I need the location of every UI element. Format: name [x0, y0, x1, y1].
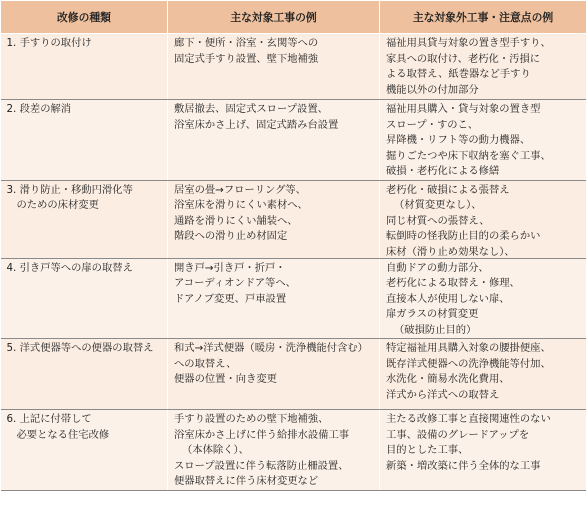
- target-work-cell: [168, 34, 380, 100]
- excluded-work-cell: [380, 34, 586, 100]
- cell-line: 自動ドアの動力部分、: [386, 261, 489, 274]
- cell-line: ドアノブ変更、戸車設置: [174, 292, 287, 305]
- cell-line: スロープ設置に伴う転落防止柵設置、: [174, 459, 349, 472]
- cell-line: 通路を滑りにくい舗装へ、: [174, 214, 298, 227]
- cell-line: 機能以外の付加部分: [386, 83, 479, 96]
- overflow-clip: [386, 183, 583, 258]
- cell-line: 老朽化・破損による張替え: [386, 183, 510, 196]
- cell-line: 固定式手すり設置、壁下地補強: [174, 52, 319, 65]
- header-excluded-work: 主な対象外工事・注意点の例: [380, 1, 586, 34]
- cell-line: （破損防止目的）: [394, 323, 477, 336]
- cell-line: のための床材変更: [16, 199, 99, 211]
- cell-line: 浴室床を滑りにくい素材へ、: [174, 199, 308, 211]
- cell-line: 同じ材質への張替え、: [386, 214, 490, 227]
- cell-line: 便器取替えに伴う床材変更など: [174, 475, 319, 487]
- target-work-cell: [168, 339, 380, 410]
- excluded-work-cell: [380, 339, 586, 410]
- table-row: [1, 339, 586, 410]
- cell-line: 昇降機・リフト等の動力機器、: [386, 134, 531, 146]
- target-work-cell: [168, 180, 380, 258]
- cell-line: 破損・老朽化による修繕: [386, 165, 500, 177]
- cell-line: 2. 段差の解消: [6, 103, 72, 115]
- cell-line: 便器の位置・向き変更: [174, 373, 277, 385]
- cell-line: 既存洋式便器への洗浄機能等付加、: [386, 357, 551, 370]
- renovation-type-cell: [1, 339, 168, 410]
- cell-line: 1. 手すりの取付け: [6, 37, 92, 49]
- cell-line: 老朽化による取替え・修理、: [386, 277, 520, 289]
- cell-line: 3. 滑り防止・移動円滑化等: [6, 183, 133, 196]
- cell-line: 居室の畳→フローリング等、: [174, 183, 306, 196]
- cell-line: 転倒時の怪我防止目的の柔らかい: [386, 230, 541, 242]
- renovation-type-cell: [1, 34, 168, 100]
- cell-line: 6. 上記に付帯して: [6, 413, 92, 425]
- cell-line: スロープ・すのこ、: [386, 118, 479, 131]
- cell-line: 水洗化・簡易水洗化費用、: [386, 373, 510, 385]
- target-work-cell: [168, 410, 380, 491]
- cell-line: アコーディオンドア等へ、: [174, 277, 296, 289]
- cell-line: 必要となる住宅改修: [16, 428, 110, 441]
- excluded-work-cell: [380, 410, 586, 491]
- cell-line: 目的とした工事、: [386, 444, 469, 456]
- cell-line: への取替え、: [174, 357, 237, 370]
- cell-line: 階段への滑り止め材固定: [174, 230, 288, 242]
- cell-line: 4. 引き戸等への扉の取替え: [6, 261, 133, 274]
- cell-line: 直接本人が使用しない扉、: [386, 292, 510, 305]
- renovation-type-cell: [1, 258, 168, 339]
- cell-line: 工事、設備のグレードアップを: [386, 428, 530, 441]
- cell-line: 主たる改修工事と直接関連性のない: [386, 413, 551, 425]
- cell-line: 福祉用具貸与対象の置き型手すり、: [386, 37, 551, 49]
- header-row: [1, 1, 586, 34]
- renovation-type-cell: [1, 100, 168, 181]
- excluded-work-cell: [380, 258, 586, 339]
- table-row: [1, 34, 586, 100]
- cell-line: 5. 洋式便器等への便器の取替え: [6, 342, 154, 354]
- renovation-type-cell: [1, 410, 168, 491]
- cell-line: 敷居撤去、固定式スロープ設置、: [174, 103, 328, 115]
- cell-line: 洋式から洋式への取替え: [386, 388, 500, 401]
- cell-line: 床材（滑り止め効果なし）、: [386, 245, 515, 258]
- cell-line: 家具への取付け、老朽化・汚損に: [386, 52, 541, 65]
- target-work-cell: [168, 258, 380, 339]
- cell-line: 特定福祉用具購入対象の腰掛便座、: [386, 342, 551, 354]
- cell-line: 和式→洋式便器（暖房・洗浄機能付含む）: [174, 342, 368, 354]
- excluded-work-cell: [380, 100, 586, 181]
- cell-line: 掘りごたつや床下収納を塞ぐ工事、: [386, 149, 551, 162]
- excluded-work-cell: [380, 180, 586, 258]
- cell-line: 廊下・便所・浴室・玄関等への: [174, 37, 319, 49]
- header-target-work: 主な対象工事の例: [168, 1, 380, 34]
- cell-line: （本体除く）、: [182, 444, 249, 456]
- table-row: [1, 100, 586, 181]
- renovation-type-cell: [1, 180, 168, 258]
- target-work-cell: [168, 100, 380, 181]
- cell-line: （材質変更なし）、: [394, 199, 482, 211]
- cell-line: 手すり設置のための壁下地補強、: [174, 413, 329, 425]
- cell-line: 浴室床かさ上げ、固定式踏み台設置: [174, 118, 339, 131]
- cell-line: 福祉用具購入・貸与対象の置き型: [386, 103, 541, 115]
- table-row: [1, 180, 586, 258]
- table-row: [1, 258, 586, 339]
- cell-line: 扉ガラスの材質変更: [386, 308, 479, 320]
- cell-line: 浴室床かさ上げに伴う給排水設備工事: [174, 428, 350, 441]
- cell-line: 開き戸→引き戸・折戸・: [174, 261, 286, 274]
- table-row: [1, 410, 586, 491]
- cell-line: よる取替え、紙巻器など手すり: [386, 68, 531, 80]
- header-renovation-type: 改修の種類: [1, 1, 168, 34]
- cell-line: 新築・増改築に伴う全体的な工事: [386, 459, 541, 472]
